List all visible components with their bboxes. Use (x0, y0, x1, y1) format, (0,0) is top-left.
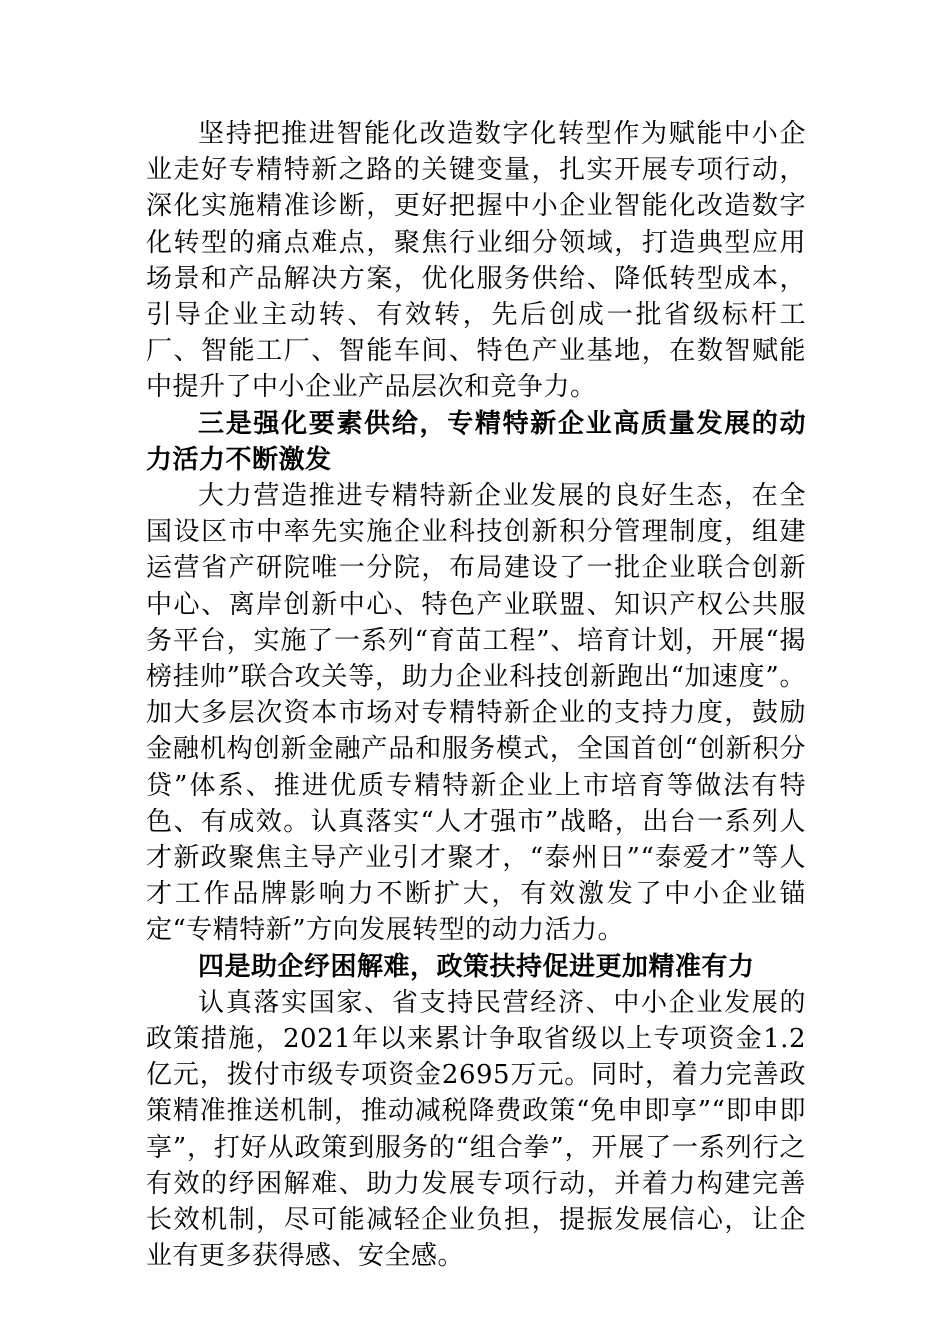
paragraph-policy-support: 认真落实国家、省支持民营经济、中小企业发展的政策措施，2021年以来累计争取省级以上专项资金1.2亿元，拨付市级专项资金2695万元。同时，着力完善政策精准推送机制，推动减税降费政策“免申即享”“即申即享”，打好从政策到服务的“组合拳”，开展了一系列行之有效的纾困解难、助力发展专项行动，并着力构建完善长效机制，尽可能减轻企业负担，提振发展信心，让企业有更多获得感、安全感。 (146, 987, 806, 1272)
heading-section-four: 四是助企纾困解难，政策扶持促进更加精准有力 (198, 951, 755, 982)
heading-section-three: 三是强化要素供给，专精特新企业高质量发展的动力活力不断激发 (146, 408, 806, 475)
paragraph-digital-transformation: 坚持把推进智能化改造数字化转型作为赋能中小企业走好专精特新之路的关键变量，扎实开展专项行动，深化实施精准诊断，更好把握中小企业智能化改造数字化转型的痛点难点，聚焦行业细分领域，打造典型应用场景和产品解决方案，优化服务供给、降低转型成本，引导企业主动转、有效转，先后创成一批省级标杆工厂、智能工厂、智能车间、特色产业基地，在数智赋能中提升了中小企业产品层次和竞争力。 (146, 119, 806, 403)
paragraph-factor-supply: 大力营造推进专精特新企业发展的良好生态，在全国设区市中率先实施企业科技创新积分管理制度，组建运营省产研院唯一分院，布局建设了一批企业联合创新中心、离岸创新中心、特色产业联盟、知识产权公共服务平台，实施了一系列“育苗工程”、培育计划，开展“揭榜挂帅”联合攻关等，助力企业科技创新跑出“加速度”。加大多层次资本市场对专精特新企业的支持力度，鼓励金融机构创新金融产品和服务模式，全国首创“创新积分贷”体系、推进优质专精特新企业上市培育等做法有特色、有成效。认真落实“人才强市”战略，出台一系列人才新政聚焦主导产业引才聚才，“泰州日”“泰爱才”等人才工作品牌影响力不断扩大，有效激发了中小企业锚定“专精特新”方向发展转型的动力活力。 (146, 481, 806, 946)
document-body (146, 116, 806, 1275)
